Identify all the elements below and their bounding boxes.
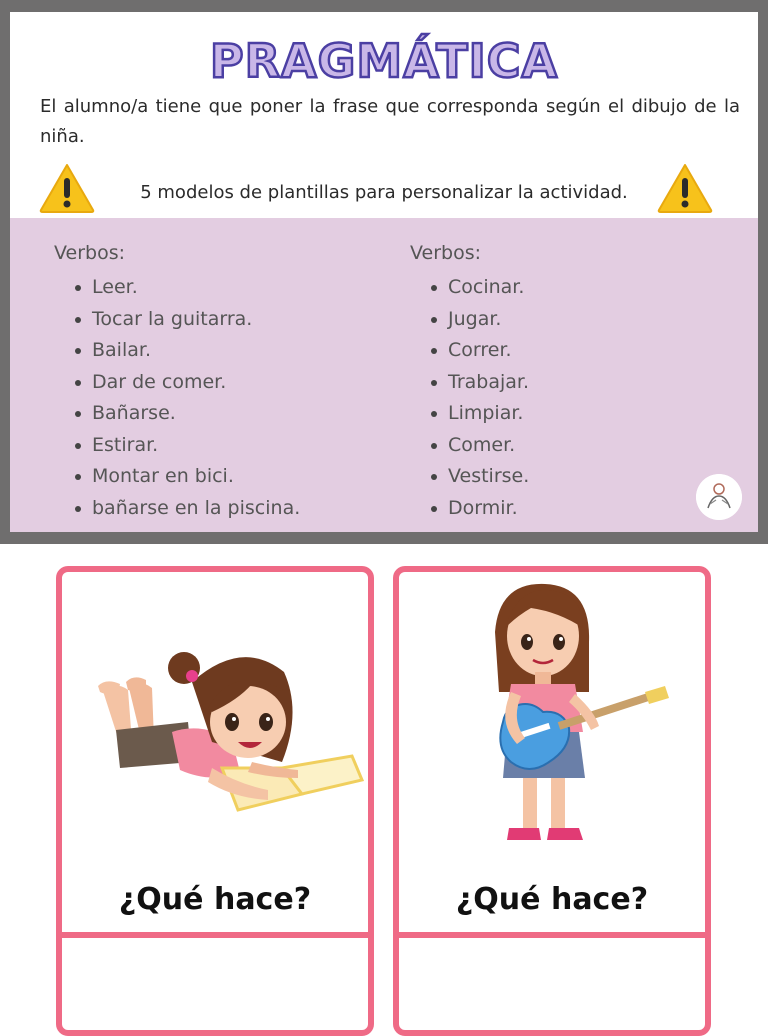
verb-item: Tocar la guitarra.	[92, 304, 300, 336]
verb-item: bañarse en la piscina.	[92, 493, 300, 525]
card-question: ¿Qué hace?	[118, 882, 312, 917]
verb-item: Trabajar.	[448, 367, 529, 399]
card-divider	[399, 932, 705, 938]
verbs-panel	[10, 218, 758, 532]
card-divider	[62, 932, 368, 938]
verbs-column-left	[54, 238, 300, 524]
verbs-heading: Verbos:	[410, 242, 482, 264]
verb-item: Comer.	[448, 430, 529, 462]
verb-item: Bailar.	[92, 335, 300, 367]
verbs-list	[54, 272, 300, 524]
verbs-heading: Verbos:	[54, 242, 126, 264]
verb-item: Bañarse.	[92, 398, 300, 430]
card-question: ¿Qué hace?	[455, 882, 649, 917]
activity-card	[393, 566, 711, 1036]
verb-item: Limpiar.	[448, 398, 529, 430]
verb-item: Montar en bici.	[92, 461, 300, 493]
activity-sheet	[10, 12, 758, 532]
activity-card	[56, 566, 374, 1036]
verb-item: Leer.	[92, 272, 300, 304]
girl-reading-illustration	[62, 572, 368, 872]
verb-item: Correr.	[448, 335, 529, 367]
verb-item: Jugar.	[448, 304, 529, 336]
verb-item: Dormir.	[448, 493, 529, 525]
verbs-column-right	[410, 238, 529, 524]
verb-item: Cocinar.	[448, 272, 529, 304]
verbs-list	[410, 272, 529, 524]
verb-item: Dar de comer.	[92, 367, 300, 399]
page-title: PRAGMÁTICA	[209, 34, 559, 88]
verb-item: Vestirse.	[448, 461, 529, 493]
models-note: 5 modelos de plantillas para personalizar la actividad.	[140, 182, 628, 203]
verb-item: Estirar.	[92, 430, 300, 462]
description-text: El alumno/a tiene que poner la frase que corresponda según el dibujo de la niña.	[40, 96, 740, 147]
girl-guitar-illustration	[399, 572, 705, 872]
warning-icon	[656, 162, 714, 214]
author-logo	[696, 474, 742, 520]
